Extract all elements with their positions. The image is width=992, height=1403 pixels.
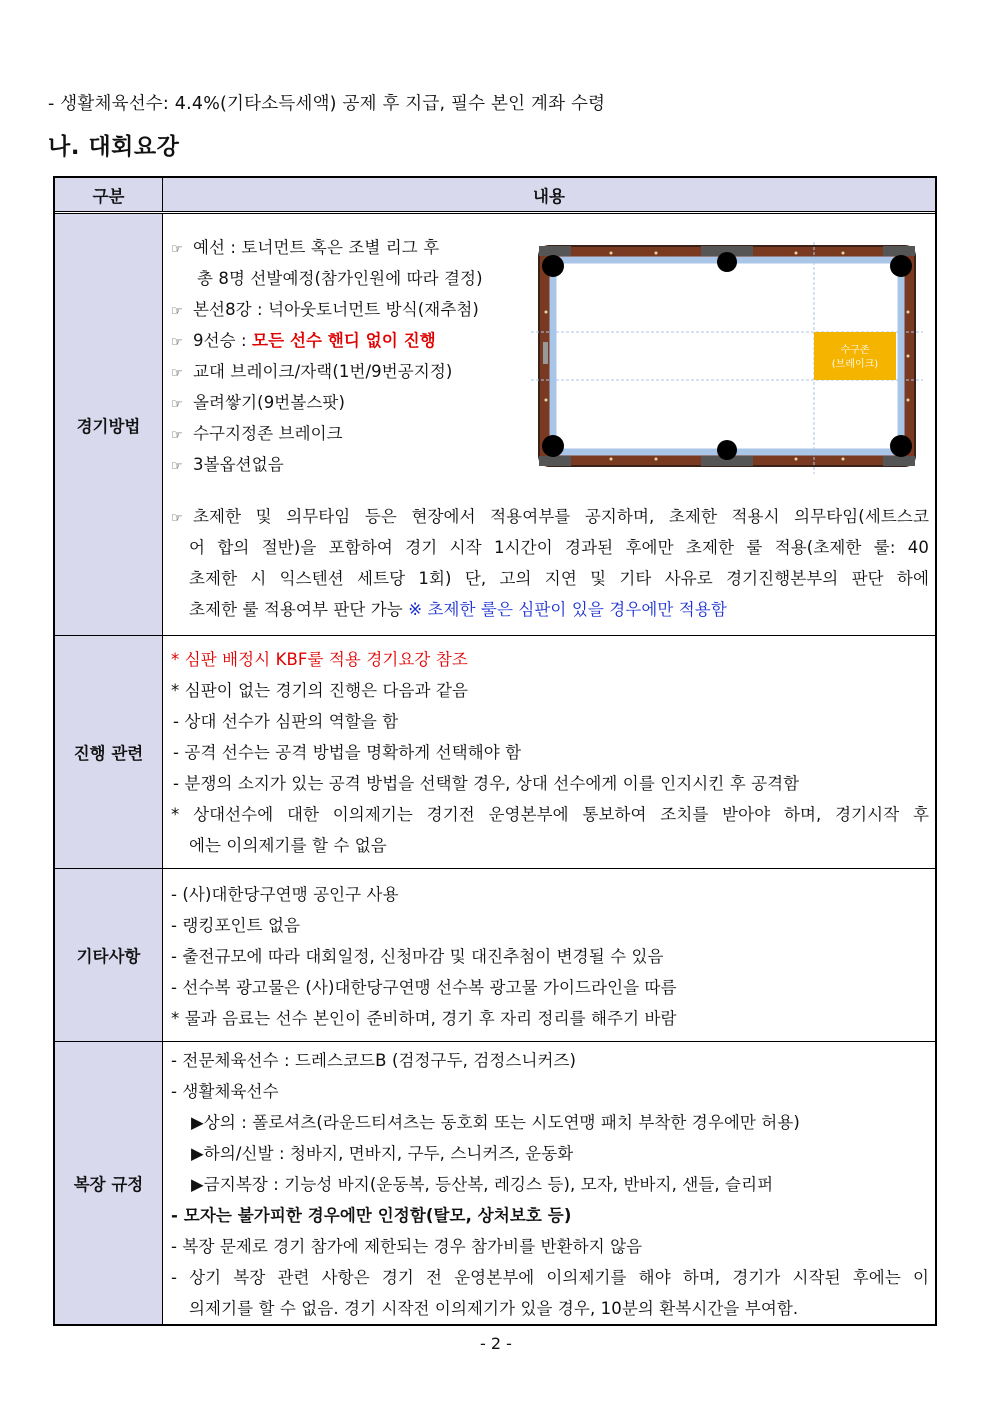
row-content	[163, 869, 935, 1041]
list-item: - 상기 복장 관련 사항은 경기 전 운영본부에 이의제기를 해야 하며, 경기가 시작된 후에는 이	[171, 1268, 929, 1287]
break-zone	[814, 332, 896, 380]
list-item: * 심판 배정시 KBF룰 적용 경기요강 참조	[171, 650, 468, 669]
list-item: ☞ 본선8강 : 넉아웃토너먼트 방식(재추첨)	[171, 300, 479, 319]
list-item: ☞ 3볼옵션없음	[171, 455, 284, 474]
list-item: - 공격 선수는 공격 방법을 명확하게 선택해야 함	[173, 743, 522, 762]
paragraph-line: 초제한 룰 적용여부 판단 가능 ※ 초제한 룰은 심판이 있을 경우에만 적용함	[189, 600, 727, 619]
row-category: 경기방법	[55, 214, 163, 635]
table-row	[55, 636, 935, 869]
list-item: 의제기를 할 수 없음. 경기 시작전 이의제기가 있을 경우, 10분의 환복시간을 부여함.	[189, 1299, 799, 1318]
paragraph-line: ☞ 초제한 및 의무타임 등은 현장에서 적용여부를 공지하며, 초제한 적용시 의무타임(세트스코	[171, 507, 929, 526]
list-item: - 선수복 광고물은 (사)대한당구연맹 선수복 광고물 가이드라인을 따름	[171, 978, 677, 997]
list-item: ☞ 교대 브레이크/자랙(1번/9번공지정)	[171, 362, 453, 381]
list-item: - 출전규모에 따라 대회일정, 신청마감 및 대진추첨이 변경될 수 있음	[171, 947, 664, 966]
referee-note: ※ 초제한 룰은 심판이 있을 경우에만 적용함	[408, 600, 727, 619]
pointing-hand-icon: ☞	[171, 335, 183, 350]
row-category: 기타사항	[55, 869, 163, 1041]
list-item: ▶금지복장 : 기능성 바지(운동복, 등산복, 레깅스 등), 모자, 반바지, 샌들, 슬리퍼	[191, 1175, 774, 1194]
list-item: * 상대선수에 대한 이의제기는 경기전 운영본부에 통보하여 조치를 받아야 하며, 경기시작 후	[171, 805, 929, 824]
list-item: - 전문체육선수 : 드레스코드B (검정구두, 검정스니커즈)	[171, 1051, 577, 1070]
table-row	[55, 869, 935, 1042]
pointing-hand-icon: ☞	[171, 397, 183, 412]
row-content	[163, 636, 935, 868]
list-item: ☞ 수구지정존 브레이크	[171, 424, 343, 443]
pointing-hand-icon: ☞	[171, 459, 183, 474]
list-item: ▶하의/신발 : 청바지, 면바지, 구두, 스니커즈, 운동화	[191, 1144, 574, 1163]
list-item: * 물과 음료는 선수 본인이 준비하며, 경기 후 자리 정리를 해주기 바람	[171, 1009, 677, 1028]
list-item: 에는 이의제기를 할 수 없음	[189, 836, 387, 855]
list-item: 총 8명 선발예정(참가인원에 따라 결정)	[197, 269, 483, 288]
payment-note: - 생활체육선수: 4.4%(기타소득세액) 공제 후 지급, 필수 본인 계좌 수령	[48, 94, 606, 114]
row-content	[163, 214, 935, 635]
pointing-hand-icon: ☞	[171, 511, 183, 526]
list-item: - 생활체육선수	[171, 1082, 279, 1101]
page-number: - 2 -	[480, 1334, 512, 1353]
pointing-hand-icon: ☞	[171, 242, 183, 257]
list-item: - 복장 문제로 경기 참가에 제한되는 경우 참가비를 반환하지 않음	[171, 1237, 643, 1256]
list-item: - (사)대한당구연맹 공인구 사용	[171, 885, 399, 904]
list-item: * 심판이 없는 경기의 진행은 다음과 같음	[171, 681, 469, 700]
pointing-hand-icon: ☞	[171, 428, 183, 443]
list-item: ☞ 올려쌓기(9번볼스팟)	[171, 393, 345, 412]
header-category: 구분	[55, 178, 163, 211]
break-zone-label: 수구존	[840, 345, 870, 356]
list-item: - 분쟁의 소지가 있는 공격 방법을 선택할 경우, 상대 선수에게 이를 인지시킨 후 공격함	[173, 774, 800, 793]
pointing-hand-icon: ☞	[171, 304, 183, 319]
table-row	[55, 1042, 935, 1324]
break-zone-sublabel: (브레이크)	[831, 359, 879, 370]
highlight-no-handicap: 모든 선수 핸디 없이 진행	[252, 331, 436, 350]
row-category: 복장 규정	[55, 1042, 163, 1324]
list-item: - 모자는 불가피한 경우에만 인정함(탈모, 상처보호 등)	[171, 1206, 572, 1225]
list-item: ☞ 9선승 : 모든 선수 핸디 없이 진행	[171, 331, 436, 350]
list-item: - 상대 선수가 심판의 역할을 함	[173, 712, 399, 731]
pool-table-diagram	[531, 242, 923, 474]
paragraph-line: 초제한 시 익스텐션 세트당 1회) 단, 고의 지연 및 기타 사유로 경기진행본부의 판단 하에	[189, 569, 929, 588]
pointing-hand-icon: ☞	[171, 366, 183, 381]
row-category: 진행 관련	[55, 636, 163, 868]
list-item: - 랭킹포인트 없음	[171, 916, 301, 935]
section-title: 나. 대회요강	[48, 134, 180, 160]
list-item: ▶상의 : 폴로셔츠(라운드티셔츠는 동호회 또는 시도연맹 패치 부착한 경우에만 허용)	[191, 1113, 800, 1132]
header-content: 내용	[163, 178, 935, 211]
paragraph-line: 어 합의 절반)을 포함하여 경기 시작 1시간이 경과된 후에만 초제한 룰 적용(초제한 룰: 40	[189, 538, 929, 557]
list-item: ☞ 예선 : 토너먼트 혹은 조별 리그 후	[171, 238, 440, 257]
rules-table	[53, 176, 937, 1326]
table-row	[55, 214, 935, 636]
table-header	[55, 178, 935, 214]
row-content	[163, 1042, 935, 1324]
